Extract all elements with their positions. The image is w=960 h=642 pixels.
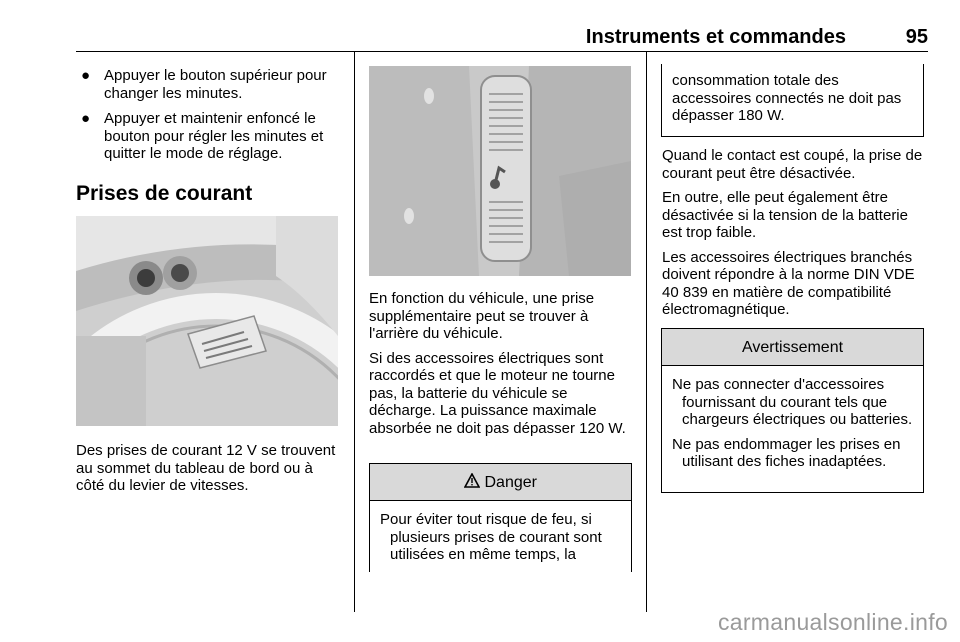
paragraph: En fonction du véhicule, une prise supplémentaire peut se trouver à l'arrière du véhicule. (369, 290, 595, 342)
warning-text: Ne pas endommager les prises en utilisant des fiches inadaptées. (672, 435, 901, 470)
photo-caption-block (76, 442, 342, 502)
photo-caption: Des prises de courant 12 V se trouvent au sommet du tableau de bord ou à côté du levier de vitesses. (76, 442, 336, 494)
list-item: ● Appuyer le bouton supérieur pour changer les minutes. (81, 67, 327, 102)
column-divider-2 (646, 52, 647, 612)
section-title: Prises de courant (76, 181, 253, 205)
warning-triangle-icon (464, 474, 484, 491)
header-rule (76, 51, 928, 52)
paragraph: Les accessoires électriques branchés doivent répondre à la norme DIN VDE 40 839 en matière de compatibilité électromagnétique. (662, 248, 915, 318)
warning-text: Ne pas connecter d'accessoires fournissant du courant tels que chargeurs électriques ou batteries. (672, 376, 913, 428)
warning-title: Avertissement (741, 339, 844, 356)
warning-header (662, 329, 923, 366)
page-title: Instruments et commandes (585, 26, 846, 48)
column-1 (76, 67, 342, 205)
warning-box (661, 328, 924, 493)
column-2-text (369, 290, 634, 444)
bullet-text: Appuyer le bouton supérieur pour changer les minutes. (104, 67, 327, 102)
danger-box (369, 463, 632, 572)
danger-continued-text: consommation totale des accessoires connectés ne doit pas dépasser 180 W. (672, 72, 902, 124)
rear-socket-photo (369, 66, 631, 276)
danger-body (370, 501, 631, 572)
danger-title: Danger (484, 474, 537, 491)
page-number: 95 (905, 26, 928, 48)
paragraph: Si des accessoires électriques sont raccordés et que le moteur ne tourne pas, la batterie du véhicule se décharge. La puissance maximale absorbée ne doit pas dépasser 120 W. (369, 349, 626, 437)
danger-text: Pour éviter tout risque de feu, si plusieurs prises de courant sont utilisées en même temps, la (380, 511, 602, 563)
warning-body (662, 366, 923, 486)
column-3-text (662, 147, 928, 326)
danger-header (370, 464, 631, 501)
watermark: carmanualsonline.info (717, 609, 948, 635)
bullet-text: Appuyer et maintenir enfoncé le bouton pour régler les minutes et quitter le mode de réglage. (104, 110, 324, 162)
paragraph: En outre, elle peut également être désactivée si la tension de la batterie est trop faible. (662, 189, 908, 241)
paragraph: Quand le contact est coupé, la prise de courant peut être désactivée. (662, 147, 923, 182)
danger-box-continued (661, 64, 924, 137)
danger-continued-body (662, 64, 923, 133)
page-header (76, 26, 928, 50)
list-item: ● Appuyer et maintenir enfoncé le bouton pour régler les minutes et quitter le mode de réglage. (81, 110, 324, 162)
bullet-list (76, 67, 342, 163)
dashboard-socket-photo (76, 216, 338, 426)
column-divider-1 (354, 52, 355, 612)
